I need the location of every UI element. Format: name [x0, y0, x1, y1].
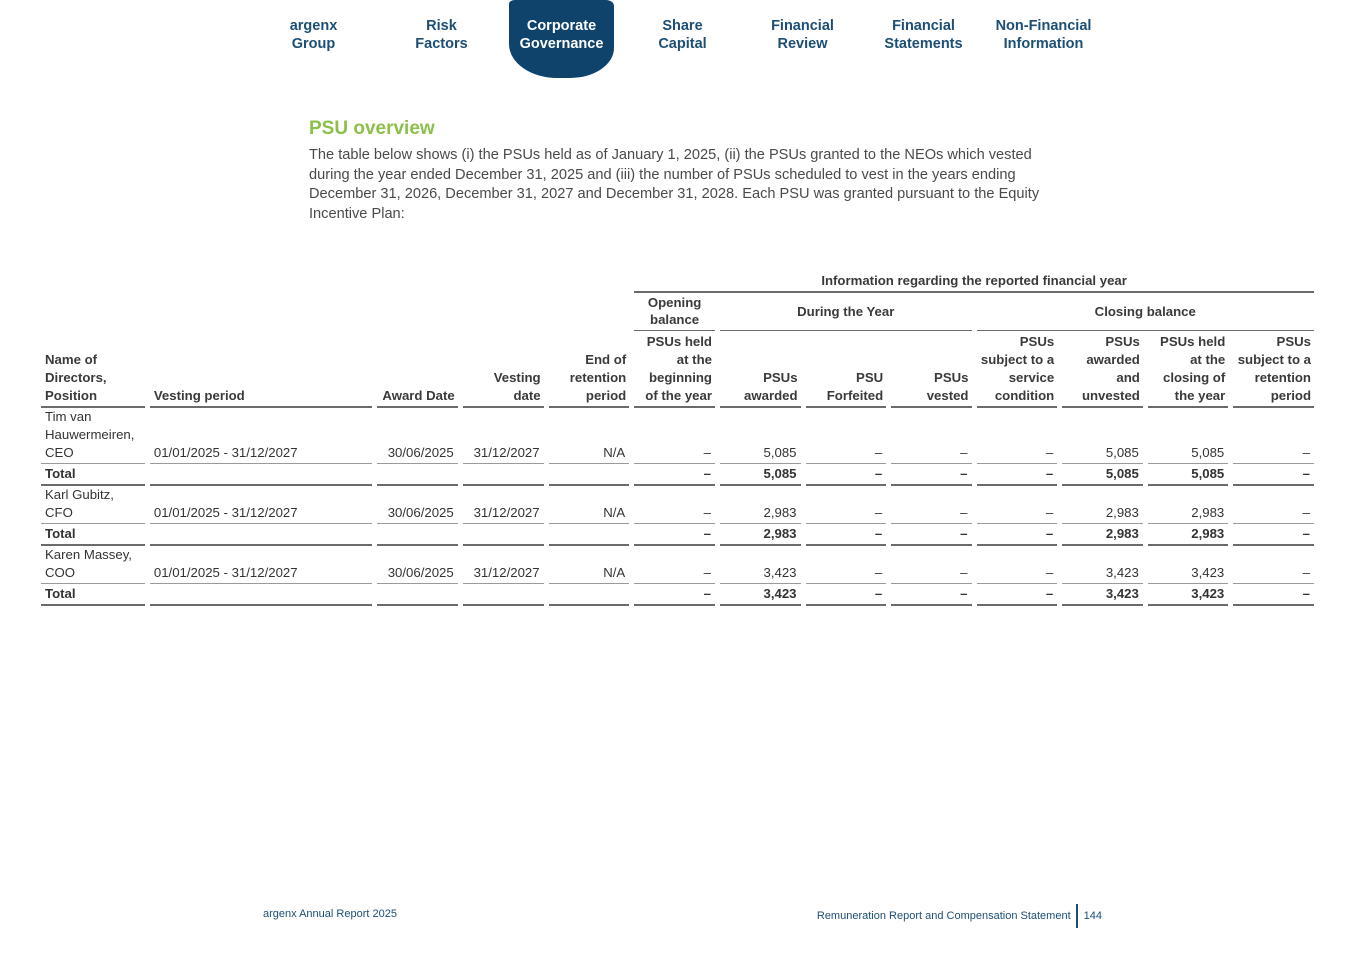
vesting-period-cell: 01/01/2025 - 31/12/2027	[150, 486, 372, 524]
total-vested: –	[891, 584, 971, 606]
column-header-psus-vested: PSUs vested	[891, 331, 971, 408]
opening-balance-cell: –	[634, 486, 715, 524]
footer-report-title: argenx Annual Report 2025	[263, 908, 397, 920]
column-header-psus-awarded: PSUs awarded	[720, 331, 801, 408]
column-header-psu-forfeited: PSU Forfeited	[806, 331, 887, 408]
forfeited-cell: –	[806, 408, 887, 464]
total-awarded: 2,983	[720, 524, 801, 546]
footer-section	[817, 904, 1102, 928]
tab-financial-statements[interactable]: Financial Statements	[884, 18, 963, 52]
total-empty-cell	[549, 584, 630, 606]
awarded-unvested-cell: 2,983	[1062, 486, 1143, 524]
retention-cell: –	[1233, 408, 1314, 464]
total-label: Total	[41, 464, 145, 486]
subheader-opening-balance: Opening balance	[634, 293, 715, 331]
awarded-unvested-cell: 5,085	[1062, 408, 1143, 464]
tab-corporate-governance[interactable]: Corporate Governance	[509, 0, 614, 78]
total-row	[41, 464, 1314, 486]
total-closing-held: 2,983	[1148, 524, 1228, 546]
vesting-period-cell: 01/01/2025 - 31/12/2027	[150, 546, 372, 584]
retention-end-cell: N/A	[549, 408, 630, 464]
awarded-cell: 5,085	[720, 408, 801, 464]
tab-non-financial-information[interactable]: Non-Financial Information	[995, 18, 1092, 52]
closing-held-cell: 5,085	[1148, 408, 1228, 464]
total-awarded-unvested: 3,423	[1062, 584, 1143, 606]
award-date-cell: 30/06/2025	[377, 546, 458, 584]
table-row	[41, 486, 1314, 524]
vesting-date-cell: 31/12/2027	[463, 486, 544, 524]
total-retention: –	[1233, 524, 1314, 546]
section-title: PSU overview	[309, 118, 435, 139]
header-row-group	[41, 270, 1314, 293]
total-vested: –	[891, 524, 971, 546]
total-opening-balance: –	[634, 524, 715, 546]
awarded-cell: 2,983	[720, 486, 801, 524]
vesting-date-cell: 31/12/2027	[463, 546, 544, 584]
opening-balance-cell: –	[634, 408, 715, 464]
header-row-columns	[41, 331, 1314, 408]
retention-cell: –	[1233, 486, 1314, 524]
total-awarded-unvested: 5,085	[1062, 464, 1143, 486]
total-awarded-unvested: 2,983	[1062, 524, 1143, 546]
total-label: Total	[41, 584, 145, 606]
column-header-award-date: Award Date	[377, 331, 458, 408]
awarded-cell: 3,423	[720, 546, 801, 584]
table-row	[41, 546, 1314, 584]
tab-risk-factors[interactable]: Risk Factors	[415, 18, 468, 52]
vesting-date-cell: 31/12/2027	[463, 408, 544, 464]
opening-balance-cell: –	[634, 546, 715, 584]
total-opening-balance: –	[634, 584, 715, 606]
total-service-condition: –	[977, 584, 1058, 606]
service-condition-cell: –	[977, 546, 1058, 584]
column-header-name: Name of Directors, Position	[41, 331, 145, 408]
total-retention: –	[1233, 464, 1314, 486]
psu-overview-table	[36, 270, 1319, 606]
column-header-psus-retention: PSUs subject to a retention period	[1233, 331, 1314, 408]
vested-cell: –	[891, 486, 971, 524]
total-opening-balance: –	[634, 464, 715, 486]
intro-paragraph: The table below shows (i) the PSUs held as of January 1, 2025, (ii) the PSUs granted to the NEOs which vested during the year ended December 31, 2025 and (iii) the number of PSUs scheduled to vest in the years ending December 31, 2026, December 31, 2027 and December 31, 2028. Each PSU was granted pursuant to the Equity Incentive Plan:	[309, 147, 1040, 222]
director-name: Karen Massey, COO	[41, 546, 145, 584]
total-empty-cell	[549, 464, 630, 486]
vested-cell: –	[891, 408, 971, 464]
group-header: Information regarding the reported financial year	[634, 270, 1314, 293]
director-name: Karl Gubitz, CFO	[41, 486, 145, 524]
total-empty-cell	[150, 464, 372, 486]
closing-held-cell: 2,983	[1148, 486, 1228, 524]
total-closing-held: 5,085	[1148, 464, 1228, 486]
award-date-cell: 30/06/2025	[377, 486, 458, 524]
tab-share-capital[interactable]: Share Capital	[658, 18, 707, 52]
total-closing-held: 3,423	[1148, 584, 1228, 606]
header-row-sub	[41, 293, 1314, 331]
table-row	[41, 408, 1314, 464]
total-empty-cell	[463, 584, 544, 606]
total-awarded: 5,085	[720, 464, 801, 486]
awarded-unvested-cell: 3,423	[1062, 546, 1143, 584]
retention-end-cell: N/A	[549, 486, 630, 524]
column-header-vesting-date: Vesting date	[463, 331, 544, 408]
total-empty-cell	[463, 524, 544, 546]
total-empty-cell	[377, 464, 458, 486]
total-service-condition: –	[977, 464, 1058, 486]
vesting-period-cell: 01/01/2025 - 31/12/2027	[150, 408, 372, 464]
page-number: 144	[1083, 910, 1102, 922]
total-empty-cell	[463, 464, 544, 486]
tab-financial-review[interactable]: Financial Review	[771, 18, 834, 52]
award-date-cell: 30/06/2025	[377, 408, 458, 464]
column-header-psus-held-closing: PSUs held at the closing of the year	[1148, 331, 1228, 408]
total-vested: –	[891, 464, 971, 486]
total-empty-cell	[549, 524, 630, 546]
column-header-end-of-retention: End of retention period	[549, 331, 630, 408]
footer-section-title: Remuneration Report and Compensation Statement	[816, 910, 1071, 922]
total-forfeited: –	[806, 584, 887, 606]
total-row	[41, 524, 1314, 546]
service-condition-cell: –	[977, 486, 1058, 524]
footer-divider	[1076, 904, 1078, 928]
subheader-during-year: During the Year	[720, 293, 972, 331]
column-header-psus-held-beginning: PSUs held at the beginning of the year	[634, 331, 715, 408]
total-empty-cell	[377, 524, 458, 546]
column-header-psus-service-condition: PSUs subject to a service condition	[977, 331, 1058, 408]
subheader-closing-balance: Closing balance	[977, 293, 1315, 331]
total-row	[41, 584, 1314, 606]
total-retention: –	[1233, 584, 1314, 606]
column-header-vesting-period: Vesting period	[150, 331, 372, 408]
forfeited-cell: –	[806, 486, 887, 524]
total-empty-cell	[150, 584, 372, 606]
total-empty-cell	[150, 524, 372, 546]
total-awarded: 3,423	[720, 584, 801, 606]
retention-end-cell: N/A	[549, 546, 630, 584]
tab-argenx-group[interactable]: argenx Group	[289, 18, 338, 52]
total-service-condition: –	[977, 524, 1058, 546]
column-header-psus-awarded-unvested: PSUs awarded and unvested	[1062, 331, 1143, 408]
vested-cell: –	[891, 546, 971, 584]
total-label: Total	[41, 524, 145, 546]
director-name: Tim van Hauwermeiren, CEO	[41, 408, 145, 464]
closing-held-cell: 3,423	[1148, 546, 1228, 584]
service-condition-cell: –	[977, 408, 1058, 464]
forfeited-cell: –	[806, 546, 887, 584]
total-empty-cell	[377, 584, 458, 606]
total-forfeited: –	[806, 524, 887, 546]
retention-cell: –	[1233, 546, 1314, 584]
total-forfeited: –	[806, 464, 887, 486]
